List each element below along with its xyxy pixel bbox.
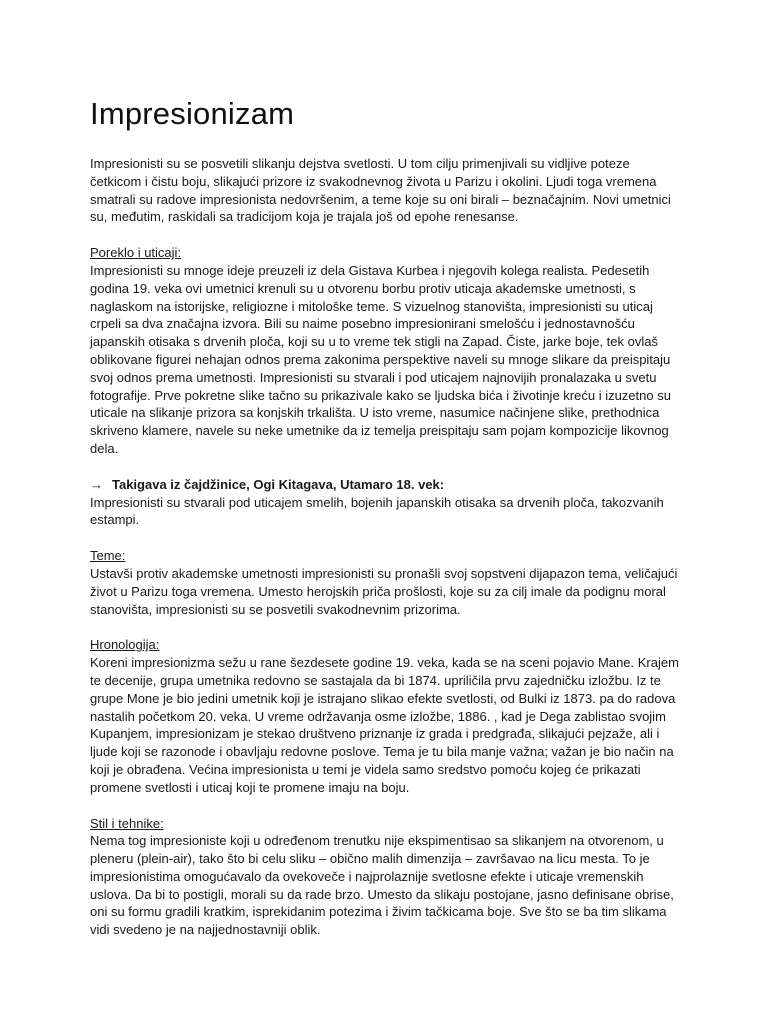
spacer (90, 797, 682, 815)
section-body-origin: Impresionisti su mnoge ideje preuzeli iz dela Gistava Kurbea i njegovih kolega realista. Pedesetih godina 19. veka ovi umetnici krenuli su u otvorenu borbu protiv uticaja akademske umetnosti, s naglaskom na istorijske, religiozne i mitološke teme. S vizuelnog stanovišta, impresionisti su uticaj crpeli sa dva značajna izvora. Bili su naime posebno impresionirani smelošću i jednostavnošću japanskih otisaka s drvenih ploča, koji su u to vreme tek stigli na Zapad. Čiste, jarke boje, tek ovlaš oblikovane figurei nehajan odnos prema zakonima perspektive naveli su mnoge slikare da preispitaju svoj odnos prema umetnosti. Impresionisti su stvarali i pod uticajem najnovijih pronalazaka u svetu fotografije. Prve pokretne slike tačno su prikazivale kako se ljudska bića i životinje kreću i izuzetno su uticale na slikanje prizora sa konjskih trkališta. U isto vreme, nasumice načinjene slike, prethodnica skriveno klamere, navele su neke umetnike da iz temelja preispitaju sam pojam kompozicije likovnog dela. (90, 262, 671, 456)
section-body-takigava: Impresionisti su stvarali pod uticajem smelih, bojenih japanskih otisaka sa drvenih ploča, takozvanih estampi. (90, 494, 664, 528)
spacer (90, 618, 682, 636)
arrow-right-icon: → (90, 476, 103, 492)
spacer (90, 226, 682, 244)
intro-paragraph: Impresionisti su se posvetili slikanju dejstva svetlosti. U tom cilju primenjivali su vidljive poteze četkicom i čistu boju, slikajući prizore iz svakodnevnog života u Parizu i okolini. Ljudi toga vremena smatrali su radove impresionista nedovršenim, a teme koje su oni birali – beznačajnim. Novi umetnici su, međutim, raskidali sa tradicijom koja je trajala još od epohe renesanse. (90, 156, 671, 225)
section-body-chronology: Koreni impresionizma sežu u rane šezdesete godine 19. veka, kada se na sceni pojavio Mane. Krajem te decenije, grupa umetnika redovno se sastajala da bi 1874. upriličila prvu zajedničku izložbu. Iz te grupe Mone je bio jedini umetnik koji je istrajano slikao efekte svetlosti, od Bulki iz 1873. pa do radova nastalih početkom 20. veka. U vreme održavanja osme izložbe, 1886. , kad je Dega zablistao svojim Kupanjem, impresionizam je stekao društveno priznanje iz grada i predgrađa, slikajući pejzaže, ali i ljude koji se razonode i obavljaju redovne poslove. Tema je tu bila manje važna; važan je bio način na koji je obrađena. Većina impresionista u temi je videla samo sredstvo pomoću kojeg će prikazati promene svetlosti i uticaj koji te promene imaju na boju. (90, 655, 679, 795)
section-body-style: Nema tog impresioniste koji u određenom trenutku nije ekspimentisao sa slikanjem na otvorenom, u pleneru (plein-air), tako što bi celu sliku – obično malih dimenzija – završavao na licu mesta. To je impresionistima omogućavalo da ovekoveče i najprolaznije svetlosne efekte i uticaje vremenskih uslova. Da bi to postigli, morali su da rade brzo. Umesto da slikaju postojane, jasno definisane obrise, oni su formu gradili kratkim, isprekidanim potezima i živim tačkicama boje. Sve što se ba tim slikama vidi svedeno je na najjednostavniji oblik. (90, 833, 674, 938)
section-body-themes: Ustavši protiv akademske umetnosti impresionisti su pronašli svoj sopstveni dijapazon tema, veličajući život u Parizu toga vremena. Umesto herojskih priča prošlosti, koje su za cilj imale da podignu moral stanovišta, impresionisti su se posvetili svakodnevnim prizorima. (90, 565, 678, 617)
section-heading-takigava (90, 476, 682, 494)
section-heading-style: Stil i tehnike: (90, 815, 164, 831)
section-heading-chronology: Hronologija: (90, 637, 160, 653)
document-page (90, 92, 682, 939)
page-title: Impresionizam (90, 96, 295, 131)
section-heading-themes: Teme: (90, 548, 126, 564)
spacer (90, 458, 682, 476)
section-heading-takigava-label: Takigava iz čajdžinice, Ogi Kitagava, Utamaro 18. vek: (112, 476, 445, 492)
spacer (90, 529, 682, 547)
section-heading-origin: Poreklo i uticaji: (90, 245, 182, 261)
